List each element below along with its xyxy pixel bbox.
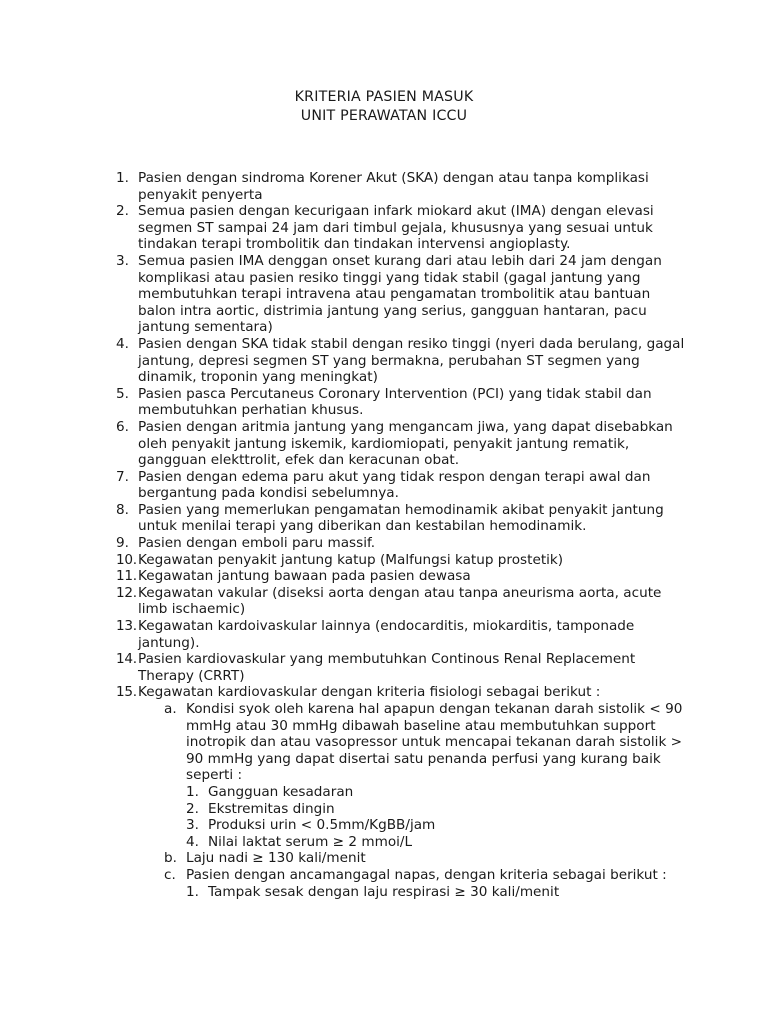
list-item-number: 3. [116,252,129,269]
nested-list [186,884,686,901]
list-item-number: 11. [116,568,137,585]
list-item-number: 1. [116,170,129,186]
sub-list-item-text: Laju nadi ≥ 130 kali/menit [186,850,366,867]
list-item [116,386,686,419]
list-item-number: 13. [116,618,137,635]
list-item-number: 14. [116,651,137,668]
list-item-text: Kegawatan kardiovaskular dengan kriteria fisiologi sebagai berikut : [138,684,601,701]
list-item-text: Pasien kardiovaskular yang membutuhkan Continous Renal Replacement Therapy (CRRT) [138,651,636,684]
nested-list-item [186,817,686,834]
nested-list [186,784,686,850]
sub-list-item [164,701,686,850]
list-item-text: Pasien yang memerlukan pengamatan hemodinamik akibat penyakit jantung untuk menilai terapi yang diberikan dan kestabilan hemodinamik. [138,501,664,535]
sub-list-item-letter: c. [164,866,176,883]
nested-list-item-text: Produksi urin < 0.5mm/KgBB/jam [208,817,436,834]
list-item-number: 10. [116,551,137,568]
list-item [116,469,686,502]
list-item [116,419,686,469]
sub-list-item-text: Pasien dengan ancamangagal napas, dengan kriteria sebagai berikut : [186,866,667,883]
sub-list-item-letter: b. [164,850,177,867]
list-item-number: 5. [116,385,129,402]
nested-list-item-number: 4. [186,833,199,850]
criteria-content [116,170,686,900]
list-item-number: 15. [116,684,137,701]
nested-list-item [186,834,686,851]
nested-list-item-number: 3. [186,817,199,834]
sub-list-item-letter: a. [164,701,177,717]
list-item-number: 7. [116,468,129,485]
list-item-text: Pasien dengan SKA tidak stabil dengan resiko tinggi (nyeri dada berulang, gagal jantung, depresi segmen ST yang bermakna, perubahan ST segmen yang dinamik, troponin yang meningkat) [138,335,685,386]
list-item-text: Kegawatan jantung bawaan pada pasien dewasa [138,568,471,585]
list-item [116,253,686,336]
list-item-number: 4. [116,335,129,352]
sub-list-item [164,867,686,900]
sub-criteria-list [138,701,686,900]
list-item [116,568,686,585]
list-item [116,552,686,569]
list-item-number: 12. [116,584,137,601]
nested-list-item [186,784,686,801]
list-item-text: Pasien dengan emboli paru massif. [138,535,376,552]
list-item-text: Pasien pasca Percutaneus Coronary Intervention (PCI) yang tidak stabil dan membutuhkan perhatian khusus. [138,385,652,419]
list-item [116,535,686,552]
list-item-text: Kegawatan penyakit jantung katup (Malfungsi katup prostetik) [138,551,564,568]
nested-list-item [186,884,686,901]
list-item [116,336,686,386]
list-item-number: 8. [116,501,129,518]
sub-list-item-text: Kondisi syok oleh karena hal apapun dengan tekanan darah sistolik < 90 mmHg atau 30 mmHg dibawah baseline atau membutuhkan support inotropik dan atau vasopressor untuk mencapai tekanan darah sistolik > 90 mmHg yang dapat disertai satu penanda perfusi yang kurang baik seperti : [186,701,683,784]
title-line-1: KRITERIA PASIEN MASUK [294,89,474,105]
list-item [116,618,686,651]
nested-list-item-text: Ekstremitas dingin [208,800,335,817]
nested-list-item-text: Nilai laktat serum ≥ 2 mmoi/L [208,833,413,850]
list-item [116,502,686,535]
nested-list-item [186,801,686,818]
list-item-text: Pasien dengan edema paru akut yang tidak respon dengan terapi awal dan bergantung pada kondisi sebelumnya. [138,468,651,502]
nested-list-item-number: 1. [186,783,199,800]
list-item-number: 6. [116,418,129,435]
sub-list-item [164,850,686,867]
list-item-text: Semua pasien IMA denggan onset kurang dari atau lebih dari 24 jam dengan komplikasi atau pasien resiko tinggi yang tidak stabil (gagal jantung yang membutuhkan terapi intravena atau pengamatan trombolitik atau bantuan balon intra aortic, distrimia jantung yang serius, gangguan hantaran, pacu jantung sementara) [138,252,662,336]
list-item [116,684,686,900]
title-block [0,88,768,126]
list-item-number: 2. [116,203,129,220]
list-item-text: Kegawatan vakular (diseksi aorta dengan atau tanpa aneurisma aorta, acute limb ischaemic) [138,584,662,618]
list-item [116,585,686,618]
list-item-number: 9. [116,535,129,552]
list-item [116,203,686,253]
list-item [116,170,686,203]
list-item-text: Kegawatan kardoivaskular lainnya (endocarditis, miokarditis, tamponade jantung). [138,618,635,651]
nested-list-item-number: 1. [186,883,199,900]
list-item [116,651,686,684]
list-item-text: Semua pasien dengan kecurigaan infark miokard akut (IMA) dengan elevasi segmen ST sampai 24 jam dari timbul gejala, khususnya yang sesuai untuk tindakan terapi trombolitik dan tindakan intervensi angioplasty. [138,203,654,253]
list-item-text: Pasien dengan sindroma Korener Akut (SKA) dengan atau tanpa komplikasi penyakit penyerta [138,170,649,203]
nested-list-item-text: Tampak sesak dengan laju respirasi ≥ 30 kali/menit [208,883,560,900]
criteria-list [116,170,686,900]
list-item-text: Pasien dengan aritmia jantung yang mengancam jiwa, yang dapat disebabkan oleh penyakit jantung iskemik, kardiomiopati, penyakit jantung rematik, gangguan elekttrolit, efek dan keracunan obat. [138,418,673,469]
nested-list-item-text: Gangguan kesadaran [208,783,354,800]
nested-list-item-number: 2. [186,800,199,817]
title-line-2: UNIT PERAWATAN ICCU [300,108,468,124]
